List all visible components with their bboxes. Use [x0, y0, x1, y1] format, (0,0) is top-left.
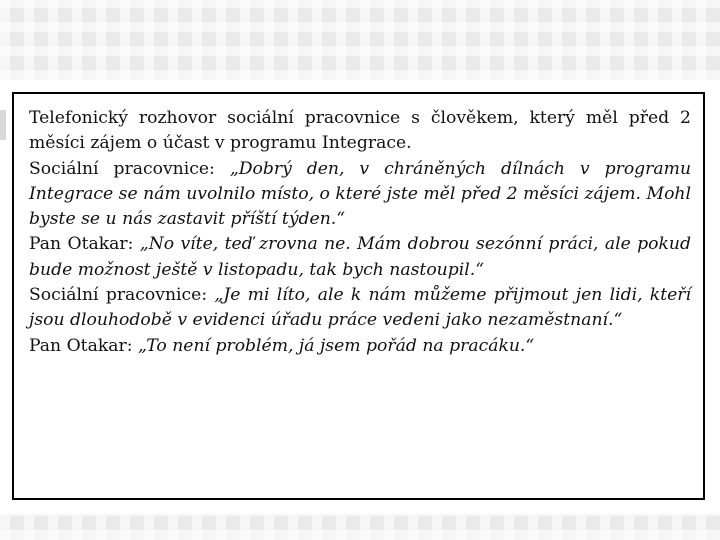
speaker-label: Pan Otakar:	[29, 234, 134, 255]
slide-edge-mark	[0, 110, 6, 140]
speaker-label: Pan Otakar:	[29, 335, 133, 356]
dialogue-line	[29, 157, 691, 233]
speech-text: „No víte, teď zrovna ne. Mám dobrou sezónní práci, ale pokud bude možnost ještě v listopadu, tak bych nastoupil.“	[29, 234, 691, 280]
slide-header-band	[0, 0, 720, 80]
dialogue-line	[29, 334, 691, 359]
intro-paragraph: Telefonický rozhovor sociální pracovnice s člověkem, který měl před 2 měsíci zájem o účast v programu Integrace.	[29, 108, 691, 154]
dialogue-line	[29, 232, 691, 283]
speech-text: „Dobrý den, v chráněných dílnách v programu Integrace se nám uvolnilo místo, o které jste měl před 2 měsíci zájem. Mohl byste se u nás zastavit příští týden.“	[29, 158, 692, 230]
dialogue-line	[29, 283, 691, 334]
speaker-label: Sociální pracovnice:	[29, 158, 215, 179]
speaker-label: Sociální pracovnice:	[29, 285, 208, 306]
dialogue-box	[12, 92, 705, 500]
speech-text: „To není problém, já jsem pořád na pracáku.“	[137, 335, 535, 356]
slide-footer-band	[0, 514, 720, 540]
speech-text: „Je mi líto, ale k nám můžeme přijmout jen lidi, kteří jsou dlouhodobě v evidenci úřadu práce vedeni jako nezaměstnaní.“	[29, 285, 692, 331]
